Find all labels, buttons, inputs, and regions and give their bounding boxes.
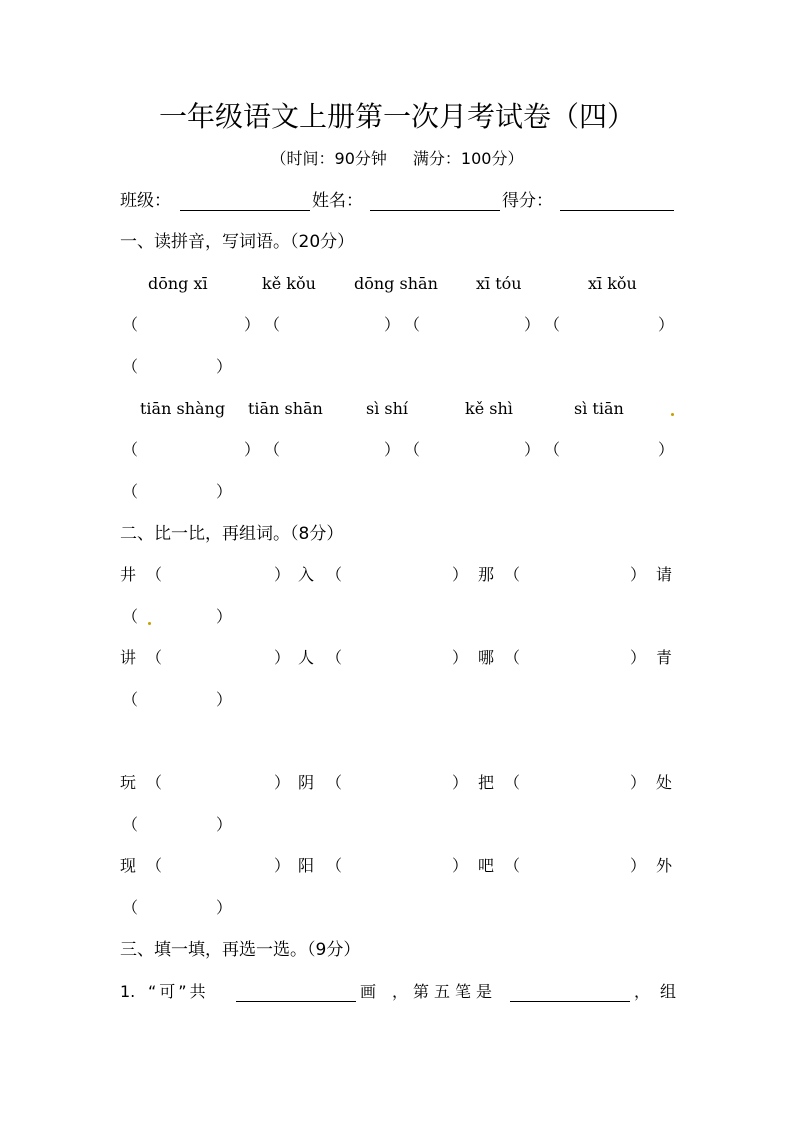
answer-box-open[interactable]: （ [146,648,163,667]
answer-row [120,603,675,631]
compare-char: 把 [478,773,495,792]
answer-box-close: ） [384,315,401,334]
question-number: 1. [120,982,136,1001]
answer-box-open[interactable]: （ [146,773,163,792]
answer-box-open[interactable]: （ [504,565,521,584]
answer-box-open[interactable]: （ [264,315,281,334]
answer-box-close: ） [216,815,233,834]
answer-box-close: ） [216,690,233,709]
answer-box-close: ） [216,357,233,376]
answer-box-close: ） [244,440,261,459]
name-blank[interactable] [370,209,500,211]
answer-box-close: ） [658,315,675,334]
compare-char: 那 [478,565,495,584]
answer-box-open[interactable]: （ [122,815,139,834]
answer-box-open[interactable]: （ [326,565,343,584]
compare-char: 现 [120,856,137,875]
answer-box-open[interactable]: （ [122,315,139,334]
answer-box-close: ） [524,315,541,334]
answer-box-open[interactable]: （ [544,440,561,459]
compare-row [120,769,675,797]
compare-char: 青 [656,648,673,667]
answer-box-open[interactable]: （ [326,856,343,875]
answer-box-close: ） [524,440,541,459]
answer-row [120,353,675,381]
answer-box-close: ） [630,773,647,792]
stray-dot [671,413,674,416]
question-text: ，第五笔是 [392,982,498,1001]
score-label: 得分： [502,191,553,211]
answer-box-close: ） [216,482,233,501]
answer-box-close: ） [274,648,291,667]
answer-row [120,894,675,922]
fifth-stroke-blank[interactable] [510,1000,630,1002]
student-info-row [120,187,675,215]
pinyin-item: sì tiān [574,399,624,418]
compare-char: 人 [298,648,315,667]
pinyin-item: xī tóu [476,274,522,293]
answer-box-close: ） [274,856,291,875]
answer-box-open[interactable]: （ [122,357,139,376]
compare-char: 吧 [478,856,495,875]
pinyin-item: tiān shàng [140,399,226,418]
compare-char: 阴 [298,773,315,792]
compare-row [120,852,675,880]
answer-row [120,811,675,839]
page-title: 一年级语文上册第一次月考试卷（四） [158,100,635,133]
answer-box-open[interactable]: （ [122,898,139,917]
answer-box-open[interactable]: （ [146,565,163,584]
answer-box-close: ） [452,856,469,875]
answer-box-close: ） [630,565,647,584]
question-1 [120,978,687,1006]
stroke-count-blank[interactable] [236,1000,356,1002]
answer-box-open[interactable]: （ [122,690,139,709]
answer-box-close: ） [244,315,261,334]
answer-box-close: ） [274,565,291,584]
answer-box-close: ） [274,773,291,792]
answer-box-open[interactable]: （ [122,440,139,459]
answer-row [120,686,675,714]
exam-time: （时间：90分钟 [270,149,387,168]
answer-box-close: ） [452,565,469,584]
question-text: “可”共 [148,982,209,1001]
answer-box-open[interactable]: （ [404,440,421,459]
question-text: ，组 [634,982,687,1001]
compare-char: 讲 [120,648,137,667]
compare-char: 请 [656,565,673,584]
name-label: 姓名： [312,191,363,211]
pinyin-item: sì shí [366,399,409,418]
compare-char: 外 [656,856,673,875]
answer-row [120,478,675,506]
section2-heading: 二、比一比，再组词。（8分） [120,524,344,544]
answer-box-close: ） [452,648,469,667]
answer-box-close: ） [452,773,469,792]
compare-row [120,644,675,672]
answer-box-open[interactable]: （ [504,773,521,792]
pinyin-item: dōng shān [354,274,438,293]
pinyin-item: tiān shān [248,399,323,418]
answer-box-open[interactable]: （ [146,856,163,875]
answer-box-open[interactable]: （ [404,315,421,334]
answer-box-close: ） [216,607,233,626]
answer-box-open[interactable]: （ [504,856,521,875]
compare-row [120,561,675,589]
exam-meta [0,146,794,172]
compare-char: 阳 [298,856,315,875]
class-blank[interactable] [180,209,310,211]
pinyin-item: xī kǒu [588,274,637,293]
answer-box-open[interactable]: （ [326,773,343,792]
compare-char: 处 [656,773,673,792]
section3-heading: 三、填一填，再选一选。（9分） [120,940,361,960]
score-blank[interactable] [560,209,674,211]
answer-box-open[interactable]: （ [326,648,343,667]
answer-box-open[interactable]: （ [264,440,281,459]
answer-box-open[interactable]: （ [544,315,561,334]
question-text: 画 [360,982,377,1001]
answer-box-open[interactable]: （ [122,482,139,501]
class-label: 班级： [120,191,171,211]
stray-dot [148,622,151,625]
answer-box-close: ） [216,898,233,917]
answer-box-open[interactable]: （ [504,648,521,667]
answer-box-close: ） [630,648,647,667]
pinyin-item: dōng xī [148,274,208,293]
compare-char: 井 [120,565,137,584]
compare-char: 哪 [478,648,495,667]
compare-char: 入 [298,565,315,584]
section1-heading: 一、读拼音，写词语。（20分） [120,232,355,252]
answer-box-close: ） [384,440,401,459]
answer-box-close: ） [630,856,647,875]
answer-box-close: ） [658,440,675,459]
pinyin-item: kě kǒu [262,274,316,293]
exam-score: 满分：100分） [412,149,524,168]
answer-row [120,436,675,464]
pinyin-item: kě shì [465,399,513,418]
compare-char: 玩 [120,773,137,792]
pinyin-row-2 [120,395,675,423]
answer-row [120,311,675,339]
pinyin-row-1 [120,270,675,298]
answer-box-open[interactable]: （ [122,607,139,626]
